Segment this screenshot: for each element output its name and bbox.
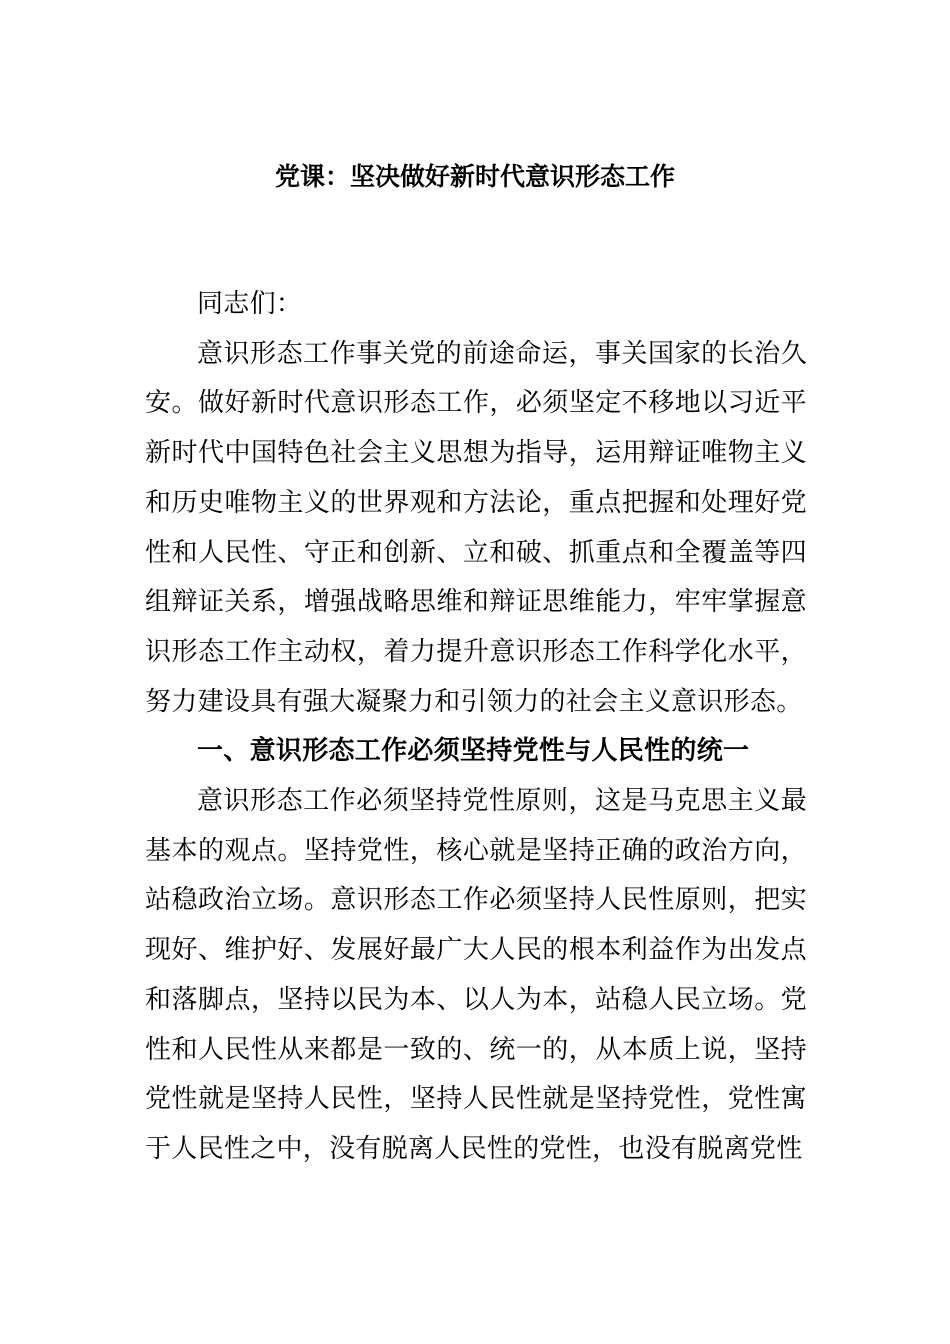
intro-paragraph: 意识形态工作事关党的前途命运，事关国家的长治久安。做好新时代意识形态工作，必须坚定不移地以习近平新时代中国特色社会主义思想为指导，运用辩证唯物主义和历史唯物主义的世界观和方法论，重点把握和处理好党性和人民性、守正和创新、立和破、抓重点和全覆盖等四组辩证关系，增强战略思维和辩证思维能力，牢牢掌握意识形态工作主动权，着力提升意识形态工作科学化水平，努力建设具有强大凝聚力和引领力的社会主义意识形态。 <box>145 338 807 717</box>
greeting-line: 同志们： <box>197 289 303 319</box>
document-body <box>145 280 807 1175</box>
section-paragraph: 意识形态工作必须坚持党性原则，这是马克思主义最基本的观点。坚持党性，核心就是坚持正确的政治方向，站稳政治立场。意识形态工作必须坚持人民性原则，把实现好、维护好、发展好最广大人民的根本利益作为出发点和落脚点，坚持以民为本、以人为本，站稳人民立场。党性和人民性从来都是一致的、统一的，从本质上说，坚持党性就是坚持人民性，坚持人民性就是坚持党性，党性寓于人民性之中，没有脱离人民性的党性，也没有脱离党性 <box>145 786 807 1164</box>
section-heading: 一、意识形态工作必须坚持党性与人民性的统一 <box>197 736 750 767</box>
document-title: 党课：坚决做好新时代意识形态工作 <box>274 162 675 191</box>
